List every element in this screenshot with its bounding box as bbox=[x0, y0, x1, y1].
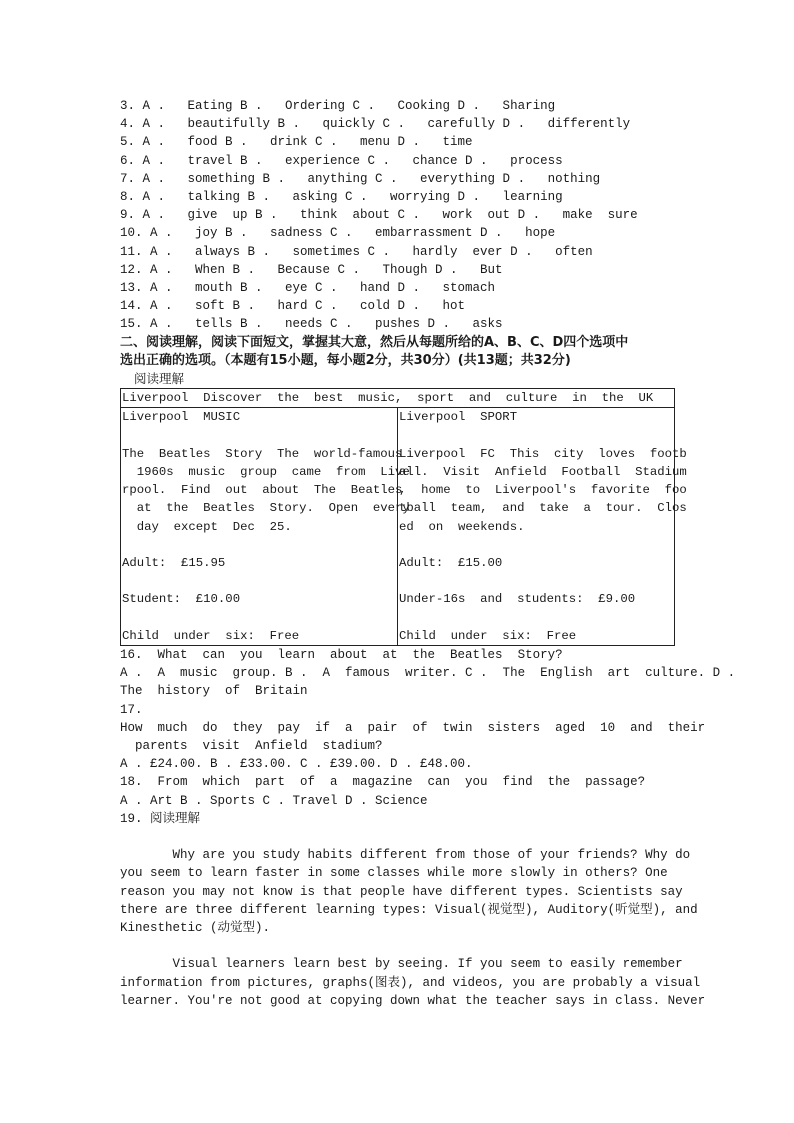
question-18-options: A . Art B . Sports C . Travel D . Science bbox=[120, 793, 428, 808]
passage-p1-line: Kinesthetic (动觉型). bbox=[120, 921, 271, 936]
sport-desc-line: ed on weekends. bbox=[399, 519, 525, 534]
question-17-options: A . £24.00. B . £33.00. C . £39.00. D . £48.00. bbox=[120, 757, 473, 772]
sport-desc-line: all. Visit Anfield Football Stadium bbox=[399, 465, 687, 480]
question-16-options: A . A music group. B . A famous writer. C . The English art culture. D . bbox=[120, 666, 736, 681]
reading-passage bbox=[120, 846, 706, 1010]
option-line-7: 7. A . something B . anything C . everything D . nothing bbox=[120, 171, 601, 186]
option-line-12: 12. A . When B . Because C . Though D . But bbox=[120, 262, 503, 277]
option-line-4: 4. A . beautifully B . quickly C . carefully D . differently bbox=[120, 117, 631, 132]
sport-title: Liverpool SPORT bbox=[399, 410, 518, 425]
section-heading-line2: 选出正确的选项。（本题有15小题，每小题2分，共30分）(共13题；共32分) bbox=[120, 352, 571, 368]
option-line-14: 14. A . soft B . hard C . cold D . hot bbox=[120, 299, 466, 314]
ad-header-text: Liverpool Discover the best music, sport and culture in the UK bbox=[122, 391, 654, 406]
sport-child-price: Child under six: Free bbox=[399, 628, 577, 643]
option-line-6: 6. A . travel B . experience C . chance D . process bbox=[120, 153, 563, 168]
sport-under16-price: Under-16s and students: £9.00 bbox=[399, 592, 636, 607]
sport-desc-line: tball team, and take a tour. Clos bbox=[399, 501, 687, 516]
music-student-price: Student: £10.00 bbox=[122, 592, 241, 607]
music-desc-line: at the Beatles Story. Open every bbox=[122, 501, 410, 516]
ad-table-header bbox=[121, 389, 675, 408]
sport-cell bbox=[398, 408, 687, 646]
cloze-options-list bbox=[120, 97, 675, 334]
question-19-label: 19. 阅读理解 bbox=[120, 811, 201, 826]
music-desc-line: rpool. Find out about The Beatles bbox=[122, 483, 403, 498]
option-line-9: 9. A . give up B . think about C . work out D . make sure bbox=[120, 208, 638, 223]
music-desc-line: The Beatles Story The world-famous bbox=[122, 446, 403, 461]
sport-desc-line: , home to Liverpool's favorite foo bbox=[399, 483, 687, 498]
question-17-text: How much do they pay if a pair of twin sisters aged 10 and their bbox=[120, 720, 706, 735]
option-line-11: 11. A . always B . sometimes C . hardly ever D . often bbox=[120, 244, 593, 259]
section-sub-label: 阅读理解 bbox=[134, 371, 185, 387]
passage-p1-line: Why are you study habits different from those of your friends? Why do bbox=[120, 848, 691, 863]
music-child-price: Child under six: Free bbox=[122, 628, 300, 643]
music-cell bbox=[121, 408, 410, 646]
passage-p2-line: Visual learners learn best by seeing. If you seem to easily remember bbox=[120, 957, 683, 972]
sport-desc-line: Liverpool FC This city loves footb bbox=[399, 446, 687, 461]
questions-block bbox=[120, 646, 736, 828]
document-page bbox=[120, 97, 736, 1010]
passage-p2-line: information from pictures, graphs(图表), and videos, you are probably a visual bbox=[120, 975, 701, 990]
music-desc-line: day except Dec 25. bbox=[122, 519, 292, 534]
music-title: Liverpool MUSIC bbox=[122, 410, 241, 425]
question-18: 18. From which part of a magazine can you find the passage? bbox=[120, 775, 646, 790]
option-line-3: 3. A . Eating B . Ordering C . Cooking D . Sharing bbox=[120, 99, 556, 113]
passage-p1-line: there are three different learning types: Visual(视觉型), Auditory(听觉型), and bbox=[120, 902, 698, 917]
passage-p2-line: learner. You're not good at copying down what the teacher says in class. Never bbox=[120, 993, 706, 1008]
option-line-10: 10. A . joy B . sadness C . embarrassment D . hope bbox=[120, 226, 556, 241]
passage-p1-line: you seem to learn faster in some classes while more slowly in others? One bbox=[120, 866, 668, 881]
passage-p1-line: reason you may not know is that people have different types. Scientists say bbox=[120, 884, 683, 899]
question-16-options-cont: The history of Britain bbox=[120, 684, 308, 699]
question-17-number: 17. bbox=[120, 702, 143, 717]
section-heading-line1: 二、阅读理解，阅读下面短文，掌握其大意，然后从每题所给的A、B、C、D四个选项中 bbox=[120, 334, 629, 350]
question-16: 16. What can you learn about at the Beatles Story? bbox=[120, 648, 563, 663]
question-17-text-cont: parents visit Anfield stadium? bbox=[120, 739, 383, 754]
option-line-5: 5. A . food B . drink C . menu D . time bbox=[120, 135, 473, 150]
option-line-8: 8. A . talking B . asking C . worrying D . learning bbox=[120, 190, 563, 205]
music-desc-line: 1960s music group came from Live bbox=[122, 465, 410, 480]
sport-adult-price: Adult: £15.00 bbox=[399, 556, 503, 571]
music-adult-price: Adult: £15.95 bbox=[122, 556, 226, 571]
liverpool-ad-table bbox=[120, 388, 687, 646]
option-line-15: 15. A . tells B . needs C . pushes D . asks bbox=[120, 317, 503, 332]
option-line-13: 13. A . mouth B . eye C . hand D . stomach bbox=[120, 281, 496, 296]
